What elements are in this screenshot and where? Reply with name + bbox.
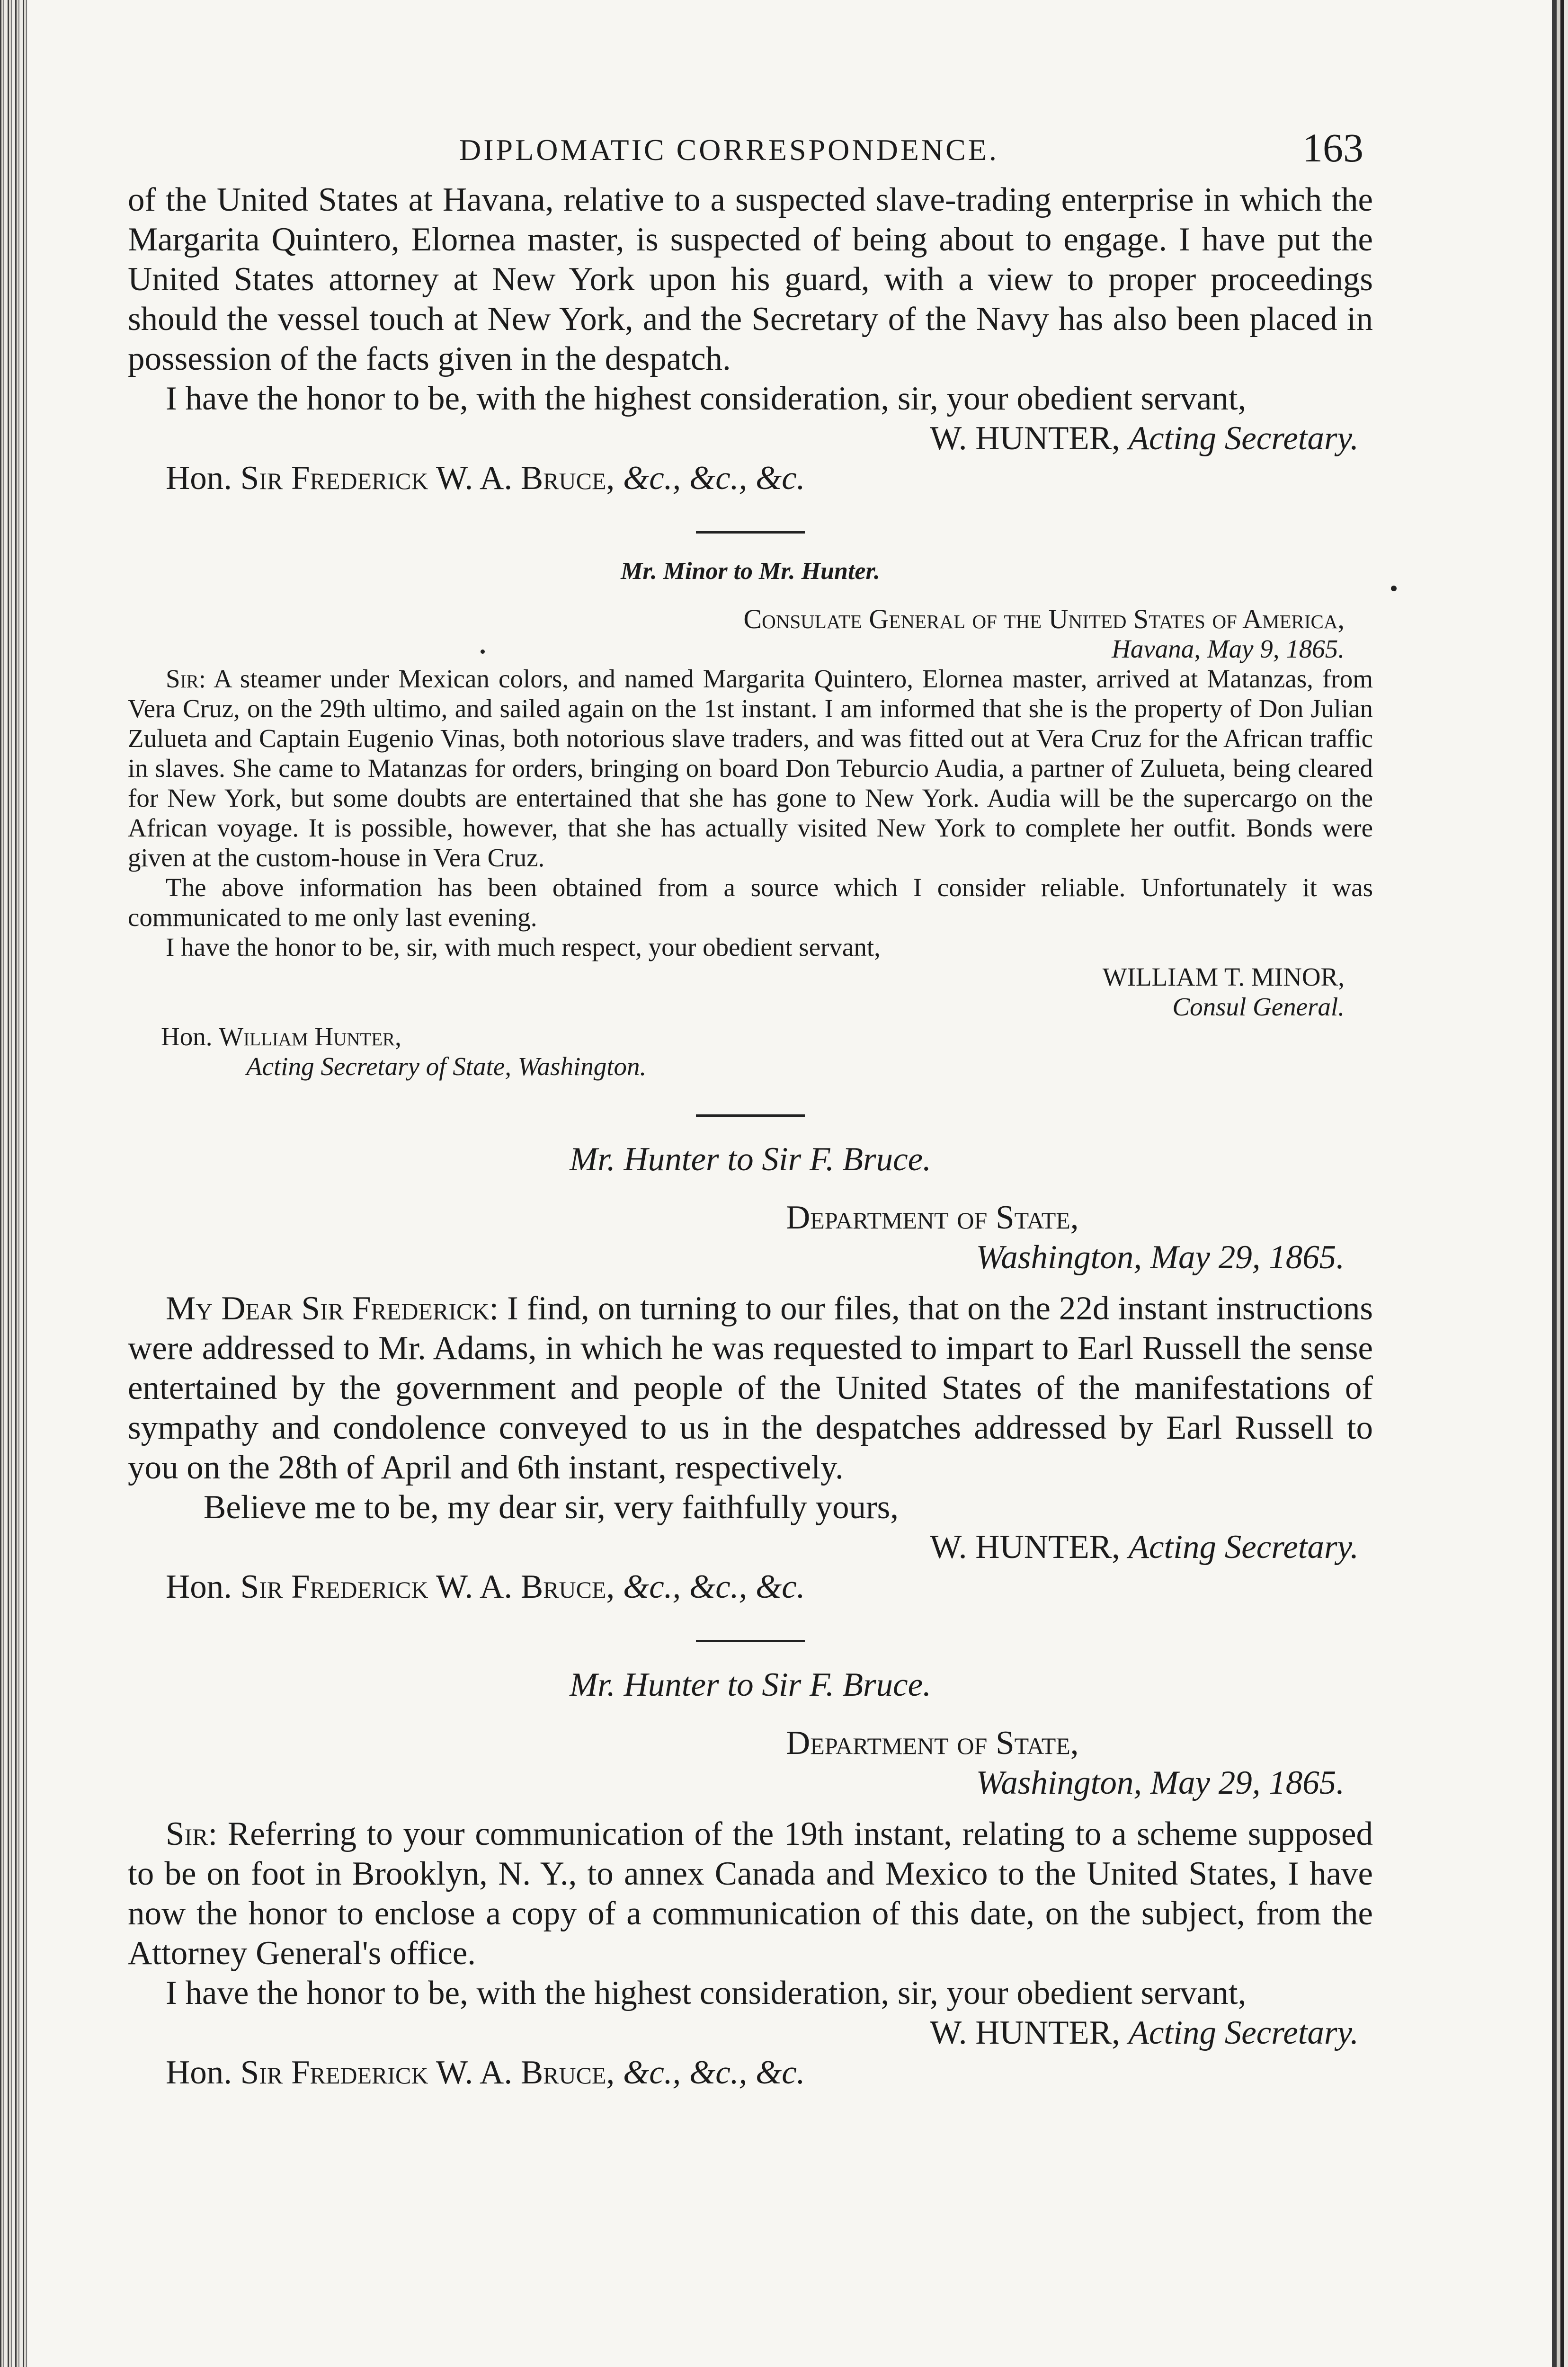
letter-addressee [128,2053,1373,2092]
continued-signature [128,418,1373,458]
letter-heading: Department of State, [786,1725,1079,1762]
letter-signature [128,2013,1373,2053]
letter-addressee [128,1022,1373,1051]
letter-body [128,1289,1373,1487]
letter-closing: I have the honor to be, sir, with much respect, your obedient servant, [166,933,881,961]
continued-addressee [128,458,1373,498]
signature-name: WILLIAM T. MINOR, [1102,962,1345,991]
letter-closing: Believe me to be, my dear sir, very faithfully yours, [204,1489,899,1526]
addressee-suffix: &c., &c., &c. [623,2054,805,2091]
letter-signature [128,1527,1373,1567]
addressee-name: Sir Frederick W. A. Bruce, [240,2054,615,2091]
page-header [128,118,1373,180]
dateline-place: Havana, [1112,634,1201,663]
salutation: My Dear Sir Frederick: [166,1290,499,1327]
addressee-name: Sir Frederick W. A. Bruce, [240,460,615,497]
page [128,118,1373,2092]
section-divider [696,531,805,534]
letter-body [128,664,1373,872]
signature-name: W. HUNTER, [930,2014,1120,2051]
page-number: 163 [1302,125,1363,170]
continued-paragraph: of the United States at Havana, relative to a suspected slave-trading enterprise in which the Margarita Quintero, Elornea master, is suspected of being about to engage. I have put the United States attorney at New York upon his guard, with a view to proper proceedings should the vessel touch at New York, and the Secretary of the Navy has also been placed in possession of the facts given in the despatch. [128,181,1373,377]
addressee-suffix: &c., &c., &c. [623,460,805,497]
letter-dateline [128,634,1373,664]
addressee-prefix: Hon. [166,460,232,497]
addressee-prefix: Hon. [166,1568,232,1605]
running-head: DIPLOMATIC CORRESPONDENCE. [459,133,999,167]
letter-heading: Consulate General of the United States of America, [743,604,1345,634]
signature-title: Consul General. [1172,992,1345,1021]
letter-caption: Mr. Hunter to Sir F. Bruce. [570,1141,931,1178]
letter-dateline: Washington, May 29, 1865. [976,1764,1345,1801]
body-text: Referring to your communication of the 19th instant, relating to a scheme supposed to be on foot in Brooklyn, N. Y., to annex Canada and Mexico to the United States, I have now the honor to enclose a copy of a communication of this date, on the subject, from the Attorney General's office. [128,1815,1373,1972]
letter-minor-to-hunter [128,557,1373,1081]
scan-left-edge [0,0,27,2367]
addressee-title: Acting Secretary of State, Washington. [246,1052,647,1081]
section-divider [696,1640,805,1642]
signature-name: W. HUNTER, [930,1529,1120,1566]
continued-closing: I have the honor to be, with the highest consideration, sir, your obedient servant, [166,380,1247,417]
signature-title: Acting Secretary. [1128,2014,1359,2051]
letter-hunter-to-bruce-2 [128,1666,1373,2092]
ink-speck [1391,586,1397,591]
signature-title: Acting Secretary. [1128,420,1359,457]
scan-right-edge [1543,0,1568,2367]
addressee-prefix: Hon. [166,2054,232,2091]
addressee-name: William Hunter, [219,1022,401,1051]
letter-dateline: Washington, May 29, 1865. [976,1239,1345,1276]
addressee-name: Sir Frederick W. A. Bruce, [240,1568,615,1605]
salutation: Sir: [166,664,206,693]
body-text: A steamer under Mexican colors, and named Margarita Quintero, Elornea master, arrived at Matanzas, from Vera Cruz, on the 29th ultimo, and sailed again on the 1st instant. I am informed that she is the property of Don Julian Zulueta and Captain Eugenio Vinas, both notorious slave traders, and was fitted out at Vera Cruz for the African traffic in slaves. She came to Matanzas for orders, bringing on board Don Teburcio Audia, a partner of Zulueta, being cleared for New York, but some doubts are entertained that she has gone to New York. Audia will be the supercargo on the African voyage. It is possible, however, that she has actually visited New York to complete her outfit. Bonds were given at the custom-house in Vera Cruz. [128,664,1373,872]
letter-addressee [128,1567,1373,1607]
letter-closing: I have the honor to be, with the highest consideration, sir, your obedient servant, [166,1975,1247,2011]
body-text: I find, on turning to our files, that on the 22d instant instructions were addressed to Mr. Adams, in which he was requested to impart to Earl Russell the sense entertained by the government and people of the United States of the manifestations of sympathy and condolence conveyed to us in the despatches addressed by Earl Russell to you on the 28th of April and 6th instant, respectively. [128,1290,1373,1486]
letter-caption: Mr. Minor to Mr. Hunter. [621,558,880,585]
section-divider [696,1114,805,1117]
addressee-prefix: Hon. [161,1022,213,1051]
continued-letter [128,180,1373,498]
letter-heading: Department of State, [786,1199,1079,1236]
letter-caption: Mr. Hunter to Sir F. Bruce. [570,1666,931,1703]
addressee-suffix: &c., &c., &c. [623,1568,805,1605]
signature-title: Acting Secretary. [1128,1529,1359,1566]
letter-hunter-to-bruce-1 [128,1140,1373,1607]
dateline-date: May 9, 1865. [1207,634,1345,663]
signature-name: W. HUNTER, [930,420,1120,457]
salutation: Sir: [166,1815,218,1852]
letter-body [128,1814,1373,1973]
letter-body-2: The above information has been obtained from a source which I consider reliable. Unfortunately it was communicated to me only last evening. [128,873,1373,932]
